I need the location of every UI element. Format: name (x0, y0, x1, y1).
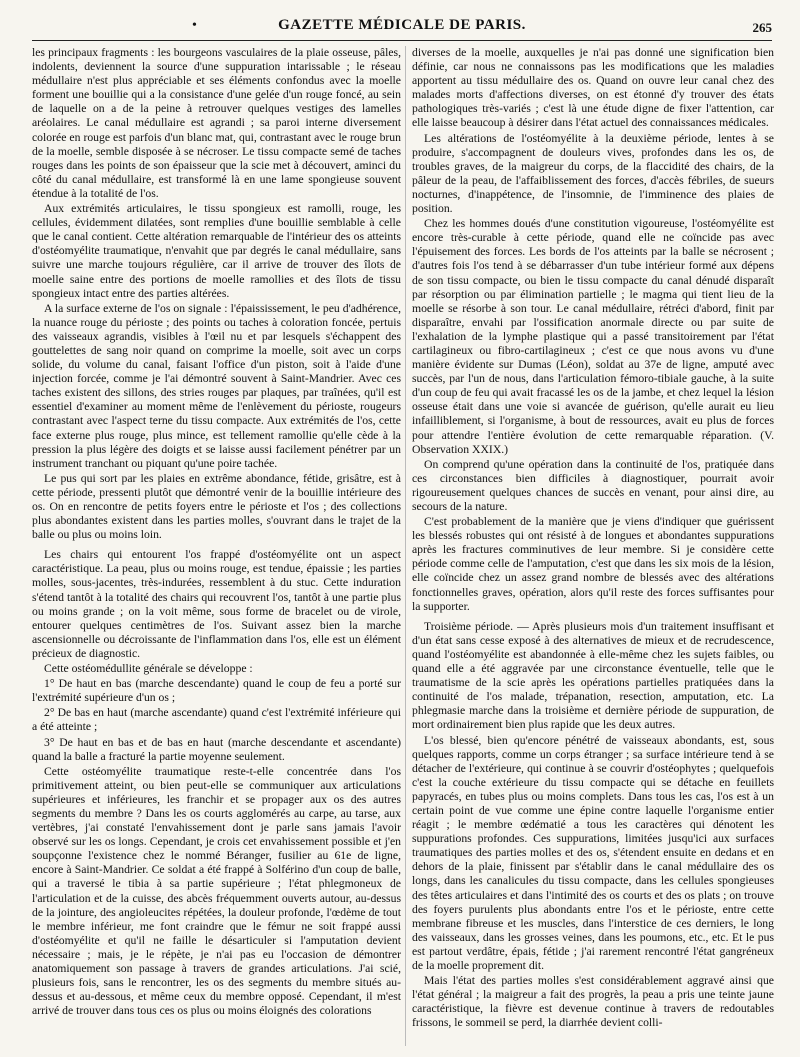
paragraph: Cette ostéomédullite générale se développe : (44, 662, 253, 676)
paragraph: Mais l'état des parties molles s'est considérablement aggravé ainsi que l'état général ; la maigreur a fait des progrès, la peau a pris une teinte jaune caractéristique, la fièvre est devenue continue à travers de redoutables frissons, le sommeil se perd, la diarrhée devient colli- (412, 974, 774, 1030)
paragraph: Aux extrémités articulaires, le tissu spongieux est ramolli, rouge, les cellules, évidemment dilatées, sont remplies d'une bouillie semblable à celle que le canal contient. Cette altération remarquable de l'intérieur des os atteints d'ostéomyélite traumatique, n'envahit que par degrés le canal médullaire, sans suivre une marche toujours régulière, car il arrive de trouver des îlots de moelle saine entre des portions de moelle ramollies et des îlots de tissu spongieux intact entre des parties altérées. (32, 202, 401, 300)
paragraph: A la surface externe de l'os on signale : l'épaississement, le peu d'adhérence, la nuance rouge du périoste ; des points ou taches à coloration foncée, pertuis des vaisseaux agrandis, visibles à l'œil nu et par lesquels s'échappent des gouttelettes de sang noir quand on comprime la moelle, soit avec un corps solide, du volume du canal, faisant l'office d'un piston, soit à l'aide d'une injection forcée, comme je l'ai démontré souvent à Saint-Mandrier. Avec ces taches existent des sillons, des stries rouges par plaques, par traînées, qu'il est essentiel d'examiner au moment même de l'enlèvement du périoste, rougeurs contrastant avec l'aspect terne du tissu compacte. Aux extrémités de l'os, cette face externe plus rouge, plus mince, est tellement ramollie qu'elle cède à la pression la plus légère des doigts et se laisse aussi facilement pénétrer par un instrument tranchant ou piquant qu'une poire tachée. (32, 301, 401, 470)
paragraph: Le pus qui sort par les plaies en extrême abondance, fétide, grisâtre, est à cette période, pressenti plutôt que démontré venir de la bouillie intérieure des os. On en rencontre de petits foyers entre le périoste et l'os ; des collections plus abondantes existent dans les parties molles, s'ouvrant dans le trajet de la balle ou plus ou moins loin. (32, 471, 401, 542)
paragraph: les principaux fragments : les bourgeons vasculaires de la plaie osseuse, pâles, indolents, deviennent la source d'une suppuration intarissable ; le réseau médullaire n'est plus appréciable et ses éléments confondus avec la moelle forment une bouillie qui a la consistance d'une gelée d'un rouge foncé, au sein de laquelle on a de la peine à retrouver quelques vestiges des lamelles aréolaires. Le canal médullaire est agrandi ; sa paroi interne diversement colorée en rouge est parfois d'un blanc mat, qui, contrastant avec le rouge brun de la moelle, semble disposée à se nécroser. Le tissu compacte semé de taches rouges dans les points de son épaisseur que la scie met à découvert, aminci du côté du canal médullaire, est transformé là en une lame spongieuse souvent étendue à la totalité de l'os. (32, 46, 401, 200)
list-item: 2° De bas en haut (marche ascendante) quand c'est l'extrémité inférieure qui a été atteinte ; (32, 706, 401, 734)
section-paragraph: Troisième période. — Après plusieurs mois d'un traitement insuffisant et d'un état sans cesse exposé à des alternatives de mieux et de recrudescence, quand l'ostéomyélite est abandonnée à elle-même chez les sujets faibles, ou quand elle a été aggravée par une circonstance éventuelle, telle que le traumatisme de la scie après les opérations partielles pratiquées dans la continuité de l'os malade, trépanation, resection, amputation, etc. La phlegmasie marche dans la troisième et dernière période de suppuration, de mort ordinairement bien plus rapide que les deux autres. (412, 619, 774, 732)
list-item: 3° De haut en bas et de bas en haut (marche descendante et ascendante) quand la balle a fracturé la partie moyenne seulement. (32, 735, 401, 763)
header-bullet: • (192, 18, 197, 33)
column-divider (405, 46, 406, 1046)
paragraph: C'est probablement de la manière que je viens d'indiquer que guérissent les blessés robustes qui ont résisté à de longues et abondantes suppurations après les fractures comminutives de leur membre. Si je considère cette période comme celle de l'amputation, c'est que dans les six mois de la lésion, elle coïncide chez un assez grand nombre de blessés avec des altérations fonctionnelles graves, opération, alors qu'il reste des forces suffisantes pour la supporter. (412, 515, 774, 613)
paragraph: Les chairs qui entourent l'os frappé d'ostéomyélite ont un aspect caractéristique. La peau, plus ou moins rouge, est tendue, épaissie ; les parties molles, sous-jacentes, très-indurées, ressemblent à du stuc. Cette induration s'étend tantôt à la totalité des chairs qui recouvrent l'os, tantôt à une partie plus ou moins grande ; on la voit même, sous forme de bracelet ou de virole, entourer quelques centimètres de l'os. Suivant assez bien la marche ascensionnelle ou décroissante de l'inflammation dans l'os, elle est un élément précieux de diagnostic. (32, 548, 401, 660)
list-item: 1° De haut en bas (marche descendante) quand le coup de feu a porté sur l'extrémité supérieure d'un os ; (32, 677, 401, 705)
paragraph: L'os blessé, bien qu'encore pénétré de vaisseaux abondants, est, sous quelques rapports, comme un corps étranger ; sa surface intérieure tend à se détacher de l'extérieure, qui continue à se couvrir d'ostéophytes ; quelquefois c'est la couche extérieure du tissu compacte qui se détache en feuillets papyracés, en tubes plus ou moins complets. Dans tous les cas, l'os est à un certain point de vue comme une épine contre laquelle l'organisme entier réagit ; le membre œdématié a tous les caractères qui dénotent les suppurations profondes. Ces suppurations, limitées jusqu'ici aux surfaces traumatiques des parties molles et des os, s'étendent ensuite en dedans et en dehors de la plaie, finissent par s'établir dans le canal médullaire des os longs, dans les canalicules du tissu compacte, dans les cellules spongieuses des têtes articulaires et dans l'intimité des os courts et des os plats ; on trouve des foyers purulents plus abondants entre l'os et le périoste, entre cette membrane fibreuse et les muscles, dans l'interstice de ces derniers, le long des vaisseaux, dans les grosses veines, dans les poumons, etc., etc. Et le pus est partout verdâtre, épais, fétide ; j'ai rarement rencontré l'état gangréneux de la moelle proprement dit. (412, 733, 774, 972)
paragraph: Les altérations de l'ostéomyélite à la deuxième période, lentes à se produire, s'accompagnent de douleurs vives, profondes dans les os, de troubles graves, de la maigreur du corps, de la flaccidité des chairs, de la pâleur de la peau, de l'affaiblissement des forces, d'accès fébriles, de sueurs nocturnes, d'inappétence, de l'insomnie, de l'imminence des plaies de position. (412, 131, 774, 216)
left-column (32, 46, 401, 1046)
paragraph: Chez les hommes doués d'une constitution vigoureuse, l'ostéomyélite est encore très-curable à cette période, quand elle ne coïncide pas avec l'épuisement des forces. Les bords de l'os atteints par la balle se nécrosent ; d'autres fois l'os tend à se débarrasser d'un tube intérieur formé aux dépens de son tissu compacte, ou bien le tissu compacte du canal dénudé disparaît par résorption ou par élimination partielle ; le magma qui tient lieu de la moelle se résorbe à son tour. Le canal médullaire, rétréci d'abord, finit par disparaître, envahi par l'ossification anormale directe ou par suite de l'exhalation de la lymphe plastique qui a passé transitoirement par l'état cartilagineux ou fibro-cartilagineux ; c'est ce que nous avons vu d'une manière évidente sur Dumas (Léon), soldat au 37e de ligne, amputé avec succès, par l'un de nous, dans l'articulation fémoro-tibiale gauche, à la suite d'un coup de feu qui avait fracassé les os de la jambe, et chez lequel la lésion osseuse était dans une voie si avancée de guérison, qu'elle aurait eu lieu infailliblement, si l'organisme, à bout de ressources, avait eu plus de forces pour attendre l'entière évolution de cette remarquable réparation. (V. Observation XXIX.) (412, 217, 774, 456)
paragraph: Cette ostéomyélite traumatique reste-t-elle concentrée dans l'os primitivement atteint, ou bien peut-elle se communiquer aux articulations supérieures et inférieures, les franchir et se propager aux os des autres segments du membre ? Dans les os courts agglomérés au carpe, au tarse, aux vertèbres, j'ai constaté l'envahissement dont je parle sans jamais l'avoir observé sur les os longs. Cependant, je crois cet envahissement possible et j'en soupçonne l'existence chez le nommé Béranger, fusilier au 61e de ligne, encore à Saint-Mandrier. Ce soldat a été frappé à Solférino d'un coup de balle, qui a traversé le tibia à sa partie supérieure ; l'état phlegmoneux de l'articulation et de la cuisse, des abcès fréquemment ouverts autour, au-dessus de la jointure, des angioleucites répétées, la douleur profonde, l'œdème de tout le membre inférieur, me font craindre que le fémur ne soit frappé aussi d'ostéomyélite et qu'il ne faille le désarticuler si l'amputation devient nécessaire ; mais, je le répète, je n'ai pas eu l'occasion de démontrer anatomiquement son passage à travers de grandes articulations. J'ai scié, plusieurs fois, sans le rencontrer, les os des segments du membre situés au-dessus et au-dessous, et même ceux du membre opposé. Cependant, il m'est arrivé de trouver dans tous ces os plus ou moins éloignés des colorations (32, 764, 401, 1018)
page-number: 265 (752, 20, 772, 35)
paragraph: diverses de la moelle, auxquelles je n'ai pas donné une signification bien définie, car nous ne connaissons pas les modifications que les maladies apportent au tissu médullaire des os. Quand on ouvre leur canal chez des malades morts d'affections diverses, on est étonné d'y trouver des états pathologiques très-variés ; c'est là une étude digne de fixer l'attention, car elle laisse beaucoup à désirer dans l'état actuel des connaissances médicales. (412, 46, 774, 130)
page-header (32, 16, 772, 41)
right-column (412, 46, 774, 1046)
paragraph: On comprend qu'une opération dans la continuité de l'os, pratiquée dans ces circonstances bien difficiles à diagnostiquer, pourrait avoir rigoureusement quelques chances de succès en venant, pour ainsi dire, au secours de la nature. (412, 457, 774, 513)
journal-title: GAZETTE MÉDICALE DE PARIS. (278, 17, 526, 33)
